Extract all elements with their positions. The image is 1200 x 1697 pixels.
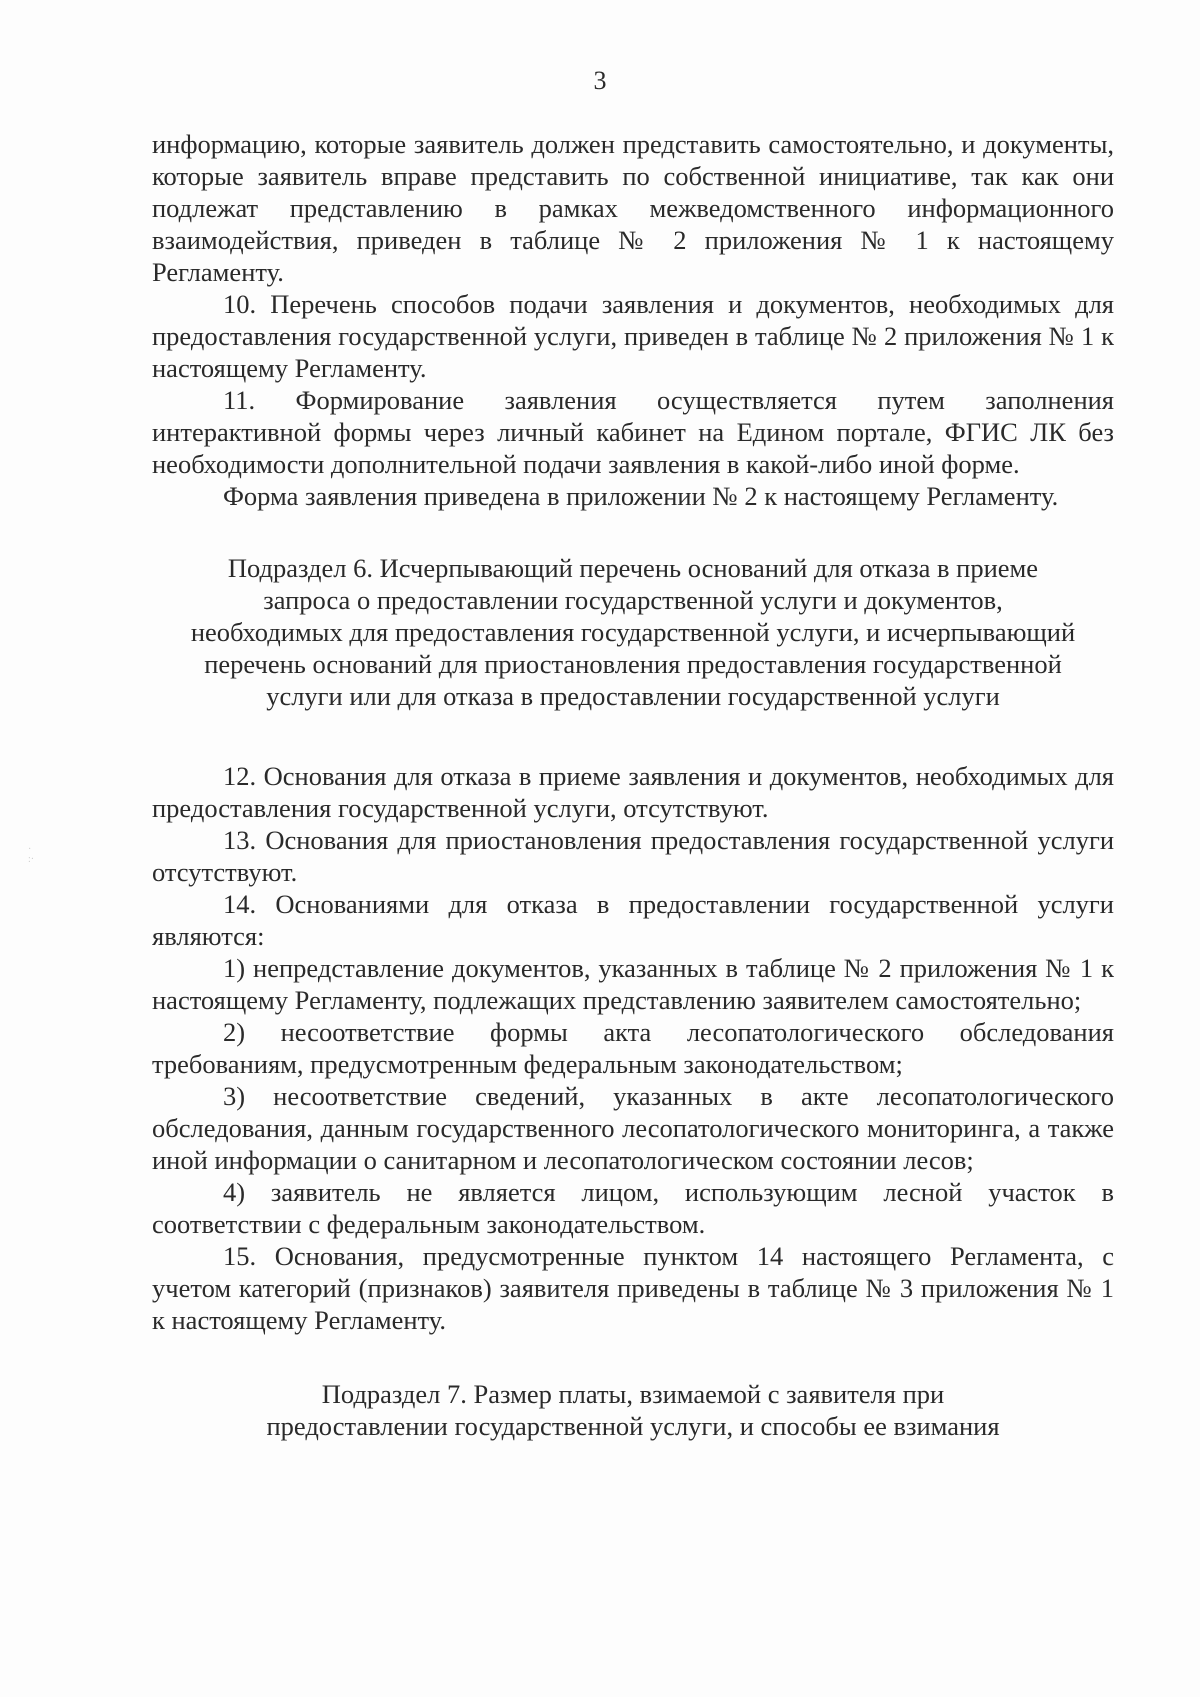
margin-marks: · :· [28,844,35,865]
heading-line: перечень оснований для приостановления предоставления государственной [204,649,1062,679]
paragraph-13: 13. Основания для приостановления предоставления государственной услуги отсутствуют. [152,825,1114,887]
paragraph-15: 15. Основания, предусмотренные пунктом 14 настоящего Регламента, с учетом категорий (признаков) заявителя приведены в таблице № 3 приложения № 1 к настоящему Регламенту. [152,1241,1114,1335]
list-item-2: 2) несоответствие формы акта лесопатологического обследования требованиям, предусмотренным федеральным законодательством; [152,1017,1114,1079]
heading-line: услуги или для отказа в предоставлении государственной услуги [266,681,1000,711]
heading-line: Подраздел 7. Размер платы, взимаемой с заявителя при [321,1379,945,1409]
paragraph-form: Форма заявления приведена в приложении № 2 к настоящему Регламенту. [223,481,1059,511]
list-item-1: 1) непредставление документов, указанных в таблице № 2 приложения № 1 к настоящему Регламенту, подлежащих представлению заявителем самостоятельно; [152,953,1114,1015]
paragraph-continuation: информацию, которые заявитель должен представить самостоятельно, и документы, которые заявитель вправе представить по собственной инициативе, так как они подлежат представлению в рамках межведомственного информационного взаимодействия, приведен в таблице № 2 приложения № 1 к настоящему Регламенту. [152,129,1114,287]
list-item-4: 4) заявитель не является лицом, использующим лесной участок в соответствии с федеральным законодательством. [152,1177,1114,1239]
paragraph-11: 11. Формирование заявления осуществляется путем заполнения интерактивной формы через личный кабинет на Едином портале, ФГИС ЛК без необходимости дополнительной подачи заявления в какой-либо иной форме. [152,385,1114,479]
heading-line: предоставлении государственной услуги, и способы ее взимания [266,1411,1000,1441]
list-item-3: 3) несоответствие сведений, указанных в акте лесопатологического обследования, данным государственного лесопатологического мониторинга, а также иной информации о санитарном и лесопатологическом состоянии лесов; [152,1081,1114,1175]
paragraph-12: 12. Основания для отказа в приеме заявления и документов, необходимых для предоставления государственной услуги, отсутствуют. [152,761,1114,823]
heading-line: запроса о предоставлении государственной услуги и документов, [263,585,1003,615]
paragraph-10: 10. Перечень способов подачи заявления и документов, необходимых для предоставления государственной услуги, приведен в таблице № 2 приложения № 1 к настоящему Регламенту. [152,289,1114,383]
page-number: 3 [593,66,607,95]
paragraph-14: 14. Основаниями для отказа в предоставлении государственной услуги являются: [152,889,1114,951]
subsection-7-heading [223,1378,1043,1442]
document-body [152,128,1114,1442]
heading-line: необходимых для предоставления государственной услуги, и исчерпывающий [190,617,1076,647]
subsection-6-heading [173,552,1093,712]
heading-line: Подраздел 6. Исчерпывающий перечень оснований для отказа в приеме [227,553,1039,583]
